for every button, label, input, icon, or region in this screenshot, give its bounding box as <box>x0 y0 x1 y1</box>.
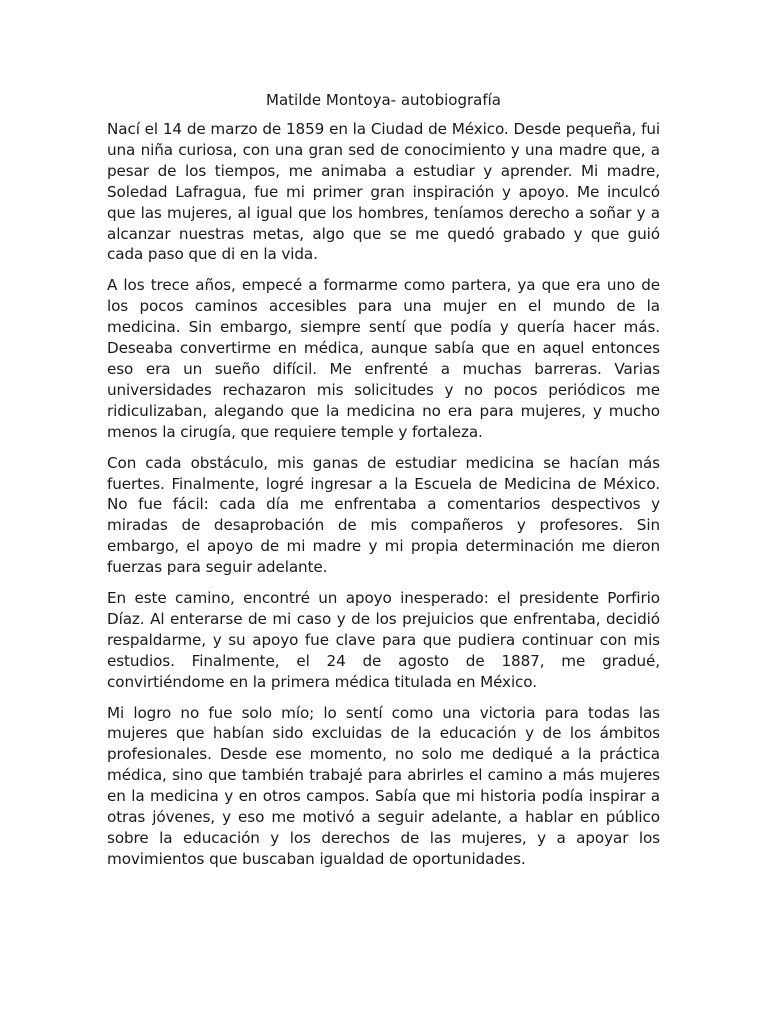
paragraph-4: En este camino, encontré un apoyo inesperado: el presidente Porfirio Díaz. Al enterarse de mi caso y de los prejuicios que enfrentaba, decidió respaldarme, y su apoyo fue clave para que pudiera continuar con mis estudios. Finalmente, el 24 de agosto de 1887, me gradué, convirtiéndome en la primera médica titulada en México. <box>107 589 660 691</box>
paragraph-2: A los trece años, empecé a formarme como partera, ya que era uno de los pocos caminos accesibles para una mujer en el mundo de la medicina. Sin embargo, siempre sentí que podía y quería hacer más. Deseaba convertirme en médica, aunque sabía que en aquel entonces eso era un sueño difícil. Me enfrenté a muchas barreras. Varias universidades rechazaron mis solicitudes y no pocos periódicos me ridiculizaban, alegando que la medicina no era para mujeres, y mucho menos la cirugía, que requiere temple y fortaleza. <box>107 276 660 441</box>
paragraph-3: Con cada obstáculo, mis ganas de estudiar medicina se hacían más fuertes. Finalmente, logré ingresar a la Escuela de Medicina de México. No fue fácil: cada día me enfrentaba a comentarios despectivos y miradas de desaprobación de mis compañeros y profesores. Sin embargo, el apoyo de mi madre y mi propia determinación me dieron fuerzas para seguir adelante. <box>107 453 660 577</box>
paragraph-5: Mi logro no fue solo mío; lo sentí como una victoria para todas las mujeres que habían sido excluidas de la educación y de los ámbitos profesionales. Desde ese momento, no solo me dediqué a la práctica médica, sino que también trabajé para abrirles el camino a más mujeres en la medicina y en otros campos. Sabía que mi historia podía inspirar a otras jóvenes, y eso me motivó a seguir adelante, a hablar en público sobre la educación y los derechos de las mujeres, y a apoyar los movimientos que buscaban igualdad de oportunidades. <box>107 703 660 868</box>
paragraph-1: Nací el 14 de marzo de 1859 en la Ciudad de México. Desde pequeña, fui una niña curiosa, con una gran sed de conocimiento y una madre que, a pesar de los tiempos, me animaba a estudiar y aprender. Mi madre, Soledad Lafragua, fue mi primer gran inspiración y apoyo. Me inculcó que las mujeres, al igual que los hombres, teníamos derecho a soñar y a alcanzar nuestras metas, algo que se me quedó grabado y que guió cada paso que di en la vida. <box>107 120 660 264</box>
document-title: Matilde Montoya- autobiografía <box>266 91 501 109</box>
document-page <box>107 90 660 880</box>
